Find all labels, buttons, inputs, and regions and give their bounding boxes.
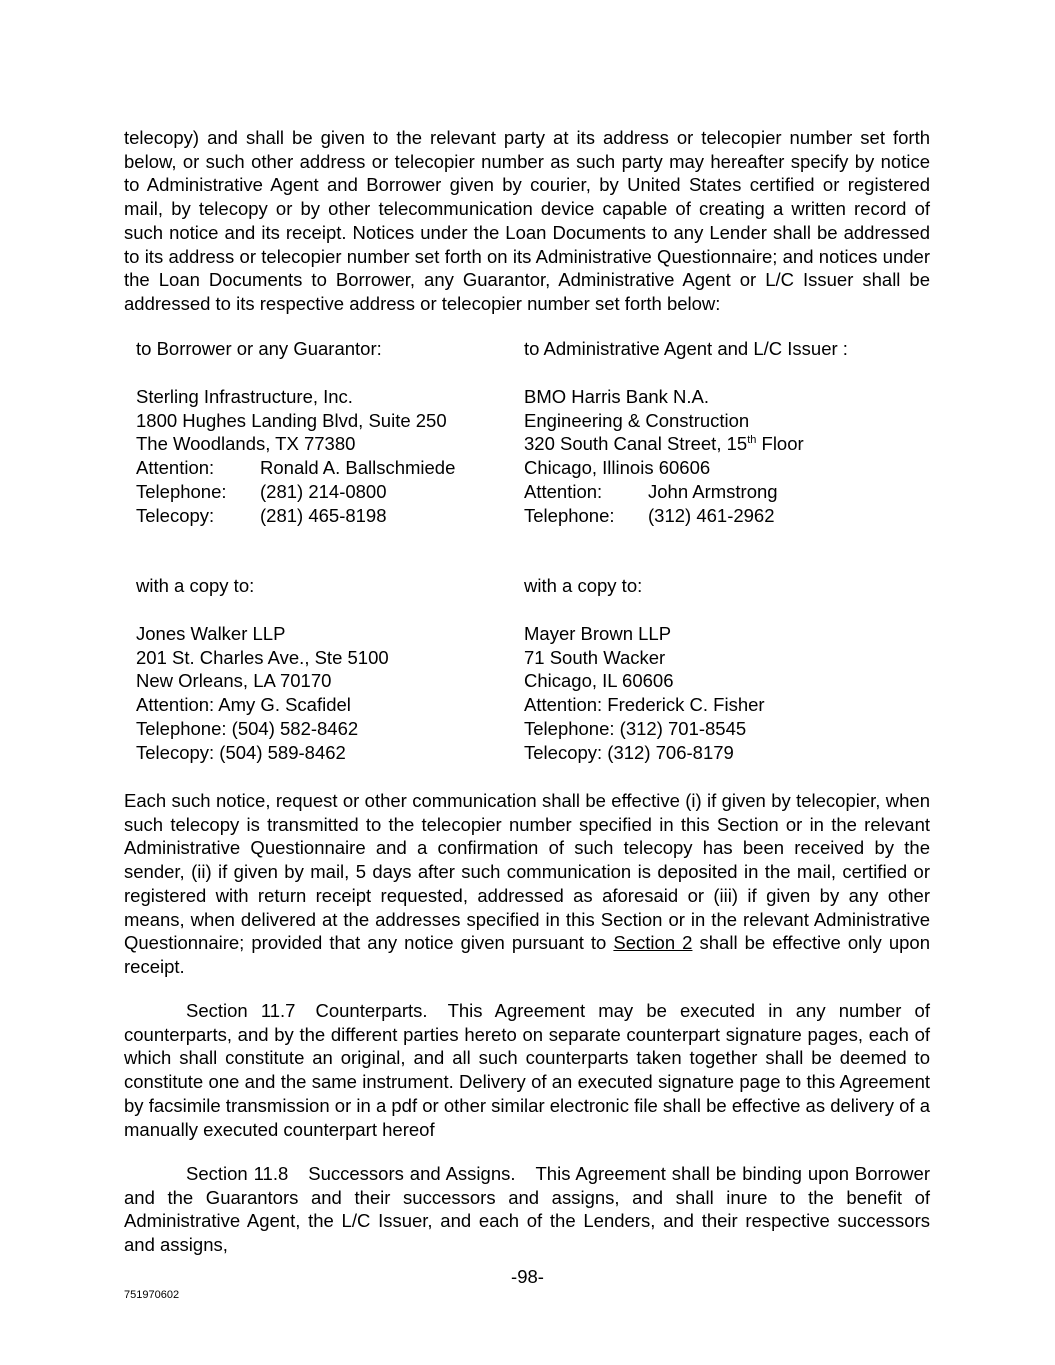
borrower-telephone-label: Telephone:: [136, 480, 227, 502]
section-11-7-title: Counterparts.: [315, 1000, 428, 1021]
agent-copy-address-line-2: Chicago, IL 60606: [524, 670, 674, 692]
section-11-8-paragraph: [124, 1162, 930, 1257]
document-id: 751970602: [124, 1289, 180, 1301]
borrower-telephone: (281) 214-0800: [260, 480, 387, 502]
section-11-7-body: This Agreement may be executed in any number of counterparts, and by the different parties hereto on separate counterpart signature pages, each of which shall constitute an original, and all such counterparts taken together shall be deemed to constitute one and the same instrument. Delivery of an executed signature page to this Agreement by facsimile transmission or in a pdf or other similar electronic file shall be effective as delivery of a manually executed counterpart hereof: [124, 1000, 930, 1140]
borrower-copy-address-line-1: 201 St. Charles Ave., Ste 5100: [136, 646, 389, 668]
borrower-name: Sterling Infrastructure, Inc.: [136, 385, 353, 407]
section-11-7-paragraph: [124, 999, 930, 1141]
borrower-address-line-2: The Woodlands, TX 77380: [136, 433, 356, 455]
agent-copy-telecopy: Telecopy: (312) 706-8179: [524, 741, 734, 763]
agent-name: BMO Harris Bank N.A.: [524, 385, 710, 407]
agent-department: Engineering & Construction: [524, 409, 750, 431]
agent-copy-address-line-1: 71 South Wacker: [524, 646, 666, 668]
section-11-8-number: Section 11.8: [186, 1163, 289, 1184]
borrower-telecopy-label: Telecopy:: [136, 504, 215, 526]
page-number: -98-: [511, 1266, 544, 1287]
agent-attention-row: [524, 480, 848, 504]
borrower-copy-address-line-2: New Orleans, LA 70170: [136, 670, 332, 692]
borrower-attention-label: Attention:: [136, 457, 215, 479]
agent-notice-block: [524, 337, 848, 528]
agent-copy-block: [524, 574, 765, 765]
agent-attention: John Armstrong: [648, 480, 778, 502]
borrower-address-line-1: 1800 Hughes Landing Blvd, Suite 250: [136, 409, 447, 431]
borrower-telecopy: (281) 465-8198: [260, 504, 387, 526]
borrower-heading: to Borrower or any Guarantor:: [136, 338, 382, 359]
borrower-copy-attention: Attention: Amy G. Scafidel: [136, 694, 351, 716]
borrower-telecopy-row: [136, 504, 455, 528]
agent-copy-telephone: Telephone: (312) 701-8545: [524, 717, 747, 739]
agent-attention-label: Attention:: [524, 480, 603, 502]
agent-heading: to Administrative Agent and L/C Issuer :: [524, 338, 848, 359]
agent-telephone: (312) 461-2962: [648, 504, 775, 526]
agent-address-line-2: Chicago, Illinois 60606: [524, 457, 711, 479]
section-2-reference: Section 2: [613, 932, 693, 954]
borrower-copy-telecopy: Telecopy: (504) 589-8462: [136, 741, 346, 763]
agent-telephone-label: Telephone:: [524, 504, 615, 526]
borrower-telephone-row: [136, 480, 455, 504]
section-11-8-body: This Agreement shall be binding upon Borrower and the Guarantors and their successors and assigns, and shall inure to the benefit of Administrative Agent, the L/C Issuer, and each of the Lenders, and their respective successors and assigns,: [124, 1163, 930, 1256]
intro-paragraph: telecopy) and shall be given to the relevant party at its address or telecopier number set forth below, or such other address or telecopier number as such party may hereafter specify by notice to Administrative Agent and Borrower given by courier, by United States certified or registered mail, by telecopy or by other telecommunication device capable of creating a written record of such notice and its receipt. Notices under the Loan Documents to any Lender shall be addressed to its address or telecopier number set forth on its Administrative Questionnaire; and notices under the Loan Documents to Borrower, any Guarantor, Administrative Agent or L/C Issuer shall be addressed to its respective address or telecopier number set forth below:: [124, 127, 930, 314]
effectiveness-paragraph: Each such notice, request or other communication shall be effective (i) if given by telecopier, when such telecopy is transmitted to the telecopier number specified in this Section or in the relevant Administrative Questionnaire and a confirmation of such telecopy has been received by the sender, (ii) if given by mail, 5 days after such communication is deposited in the mail, certified or registered with return receipt requested, addressed as aforesaid or (iii) if given by any other means, when delivered at the addresses specified in this Section or in the relevant Administrative Questionnaire; provided that any notice given pursuant to Section 2 shall be effective only upon receipt.: [124, 790, 930, 977]
agent-telephone-row: [524, 504, 848, 528]
borrower-attention-row: [136, 456, 455, 480]
borrower-copy-block: [136, 574, 389, 765]
borrower-copy-heading: with a copy to:: [136, 575, 255, 596]
section-11-7-number: Section 11.7: [186, 1000, 296, 1021]
agent-address-line-1: 320 South Canal Street, 15th Floor: [524, 433, 804, 455]
borrower-notice-block: [136, 337, 455, 528]
borrower-copy-name: Jones Walker LLP: [136, 622, 286, 644]
agent-copy-name: Mayer Brown LLP: [524, 622, 672, 644]
borrower-copy-telephone: Telephone: (504) 582-8462: [136, 717, 359, 739]
agent-copy-heading: with a copy to:: [524, 575, 643, 596]
section-11-8-title: Successors and Assigns.: [308, 1163, 516, 1184]
agent-copy-attention: Attention: Frederick C. Fisher: [524, 694, 765, 716]
borrower-attention: Ronald A. Ballschmiede: [260, 457, 456, 479]
